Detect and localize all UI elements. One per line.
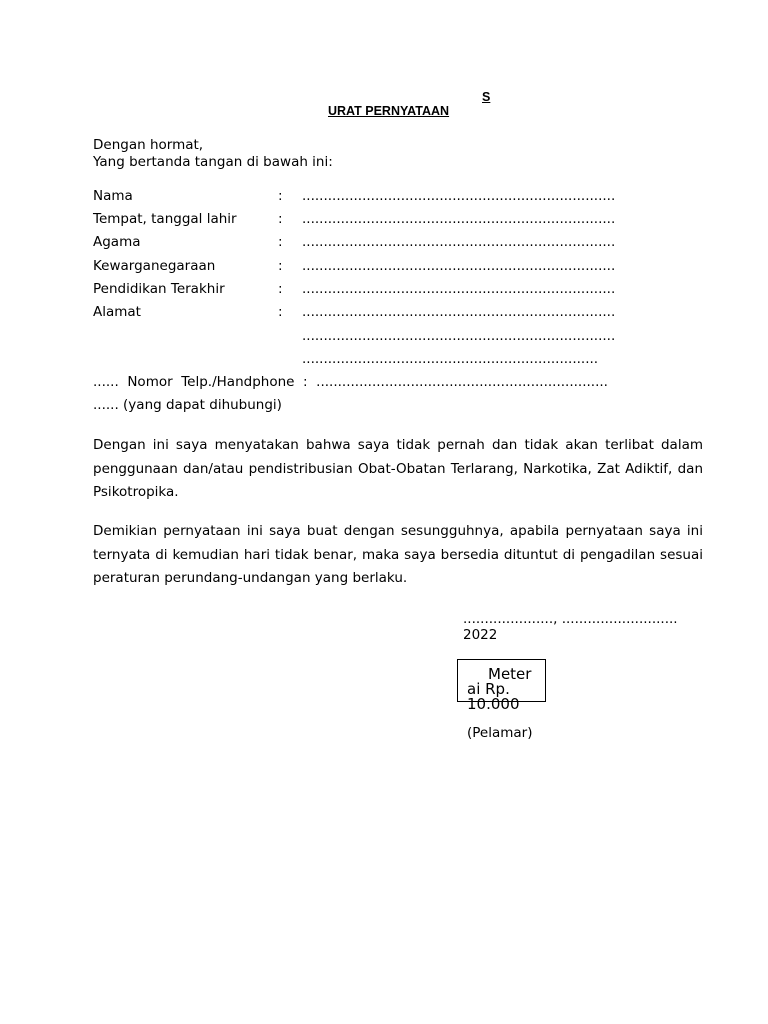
- field-label-kewarganegaraan: Kewarganegaraan: [93, 258, 216, 274]
- stamp-text-line2: ai Rp.: [467, 680, 510, 698]
- signatory-label: (Pelamar): [467, 725, 533, 741]
- field-blank-alamat: .........................................................................: [302, 304, 616, 320]
- stamp-text-line3: 10.000: [467, 695, 520, 713]
- address-blank-line-2: .........................................................................: [302, 328, 616, 344]
- phone-note: ...... (yang dapat dihubungi): [93, 397, 282, 413]
- place-date-blank: ....................., ...........................: [463, 611, 678, 627]
- duty-stamp-box: [457, 659, 546, 713]
- field-colon: :: [278, 258, 283, 274]
- field-label-ttl: Tempat, tanggal lahir: [93, 211, 237, 227]
- statement-paragraph: Dengan ini saya menyatakan bahwa saya tidak pernah dan tidak akan terlibat dalam penggunaan dan/atau pendistribusian Obat-Obatan Terlarang, Narkotika, Zat Adiktif, dan Psikotropika.: [93, 437, 703, 500]
- intro-text: Yang bertanda tangan di bawah ini:: [93, 154, 333, 170]
- field-label-agama: Agama: [93, 234, 141, 250]
- field-blank-pendidikan: .........................................................................: [302, 281, 616, 297]
- field-label-pendidikan: Pendidikan Terakhir: [93, 281, 225, 297]
- field-blank-agama: .........................................................................: [302, 234, 616, 250]
- salutation: Dengan hormat,: [93, 137, 204, 153]
- field-colon: :: [278, 211, 283, 227]
- field-colon: :: [278, 234, 283, 250]
- field-label-alamat: Alamat: [93, 304, 141, 320]
- field-label-nama: Nama: [93, 188, 133, 204]
- field-blank-kewarganegaraan: .........................................................................: [302, 258, 616, 274]
- title-initial: S: [482, 90, 491, 104]
- field-colon: :: [278, 304, 283, 320]
- field-colon: :: [278, 188, 283, 204]
- document-title: URAT PERNYATAAN: [328, 104, 450, 118]
- closing-paragraph: Demikian pernyataan ini saya buat dengan sesungguhnya, apabila pernyataan saya ini ternyata di kemudian hari tidak benar, maka saya bersedia dituntut di pengadilan sesuai peraturan perundang-undangan yang berlaku.: [93, 523, 703, 586]
- field-blank-nama: .........................................................................: [302, 188, 616, 204]
- address-blank-line-3: .....................................................................: [302, 351, 599, 367]
- signature-year: 2022: [463, 627, 498, 643]
- phone-line: ...... Nomor Telp./Handphone : ....................................................................: [93, 374, 608, 390]
- field-blank-ttl: .........................................................................: [302, 211, 616, 227]
- field-colon: :: [278, 281, 283, 297]
- stamp-text-line1: Meter: [488, 665, 532, 683]
